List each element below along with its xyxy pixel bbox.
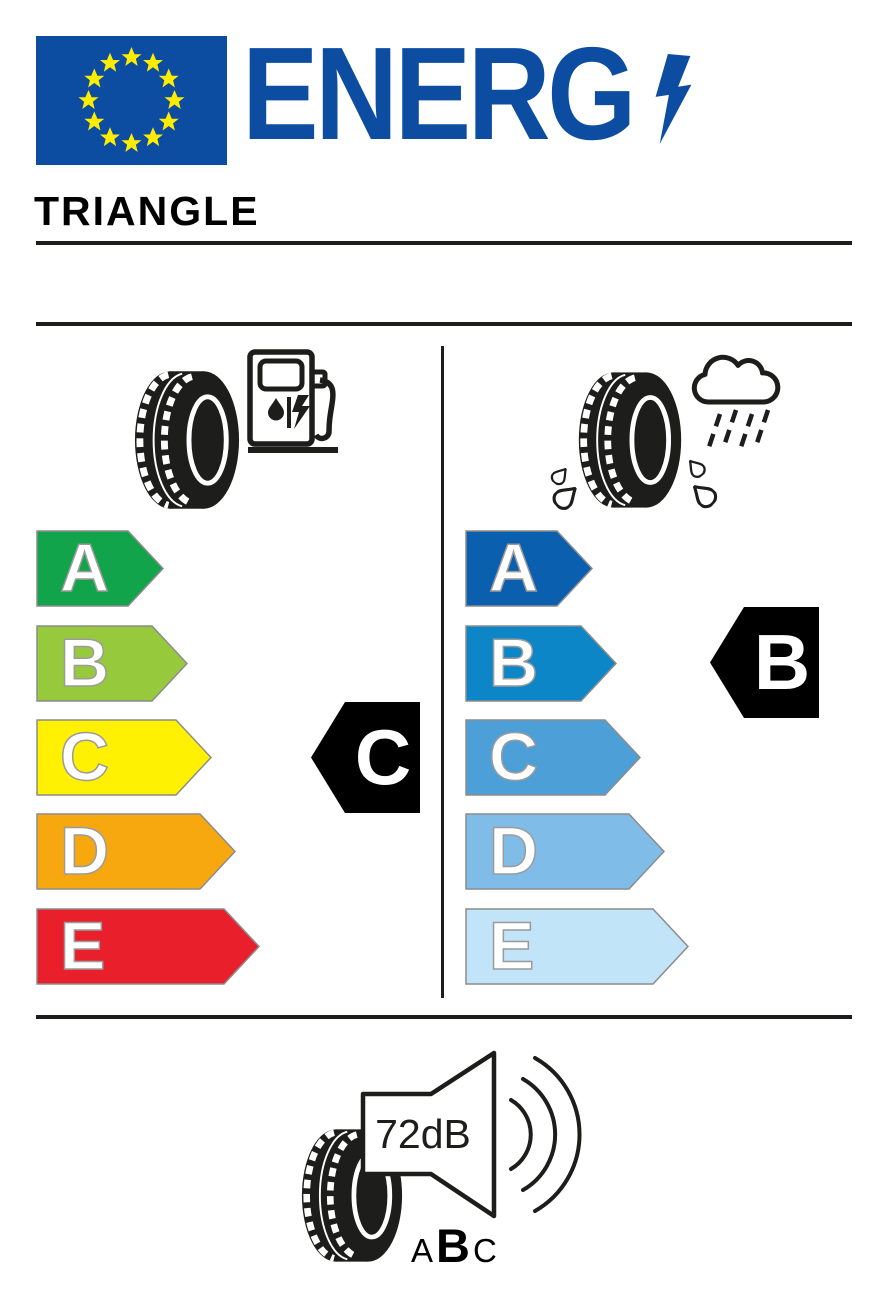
fuel-grade-row-c [36, 719, 262, 796]
eu-flag [36, 36, 227, 165]
fuel-selected-grade-value: C [354, 713, 412, 801]
column-divider-line [441, 346, 444, 998]
divider-line-lower [36, 1015, 852, 1019]
fuel-grade-row-d [36, 813, 262, 890]
wet-selected-grade-marker [710, 606, 820, 719]
wet-grade-row-d [465, 813, 691, 890]
wet-grade-letter: A [489, 530, 539, 606]
fuel-pump-icon [246, 348, 340, 456]
fuel-grade-row-e [36, 908, 262, 985]
divider-line-upper [36, 322, 852, 326]
fuel-grade-letter: B [60, 625, 110, 701]
wet-grade-letter: B [489, 625, 539, 701]
sound-waves-icon [511, 1058, 580, 1211]
wet-grade-row-e [465, 908, 691, 985]
noise-class-b-selected: B [436, 1219, 470, 1272]
fuel-tire-icon [133, 367, 241, 513]
wet-grade-row-c [465, 719, 691, 796]
noise-class-a: A [411, 1232, 434, 1269]
wet-grade-letter: C [489, 719, 539, 795]
rain-cloud-icon [684, 346, 784, 468]
fuel-grade-row-a [36, 530, 262, 607]
wet-selected-grade-value: B [753, 618, 811, 706]
fuel-grade-row-b [36, 625, 262, 702]
wet-grade-row-b [465, 625, 691, 702]
divider-line-top [36, 241, 852, 245]
wet-grade-letter: D [489, 813, 539, 889]
rain-streaks [708, 410, 768, 450]
noise-db-value: 72dB [375, 1111, 471, 1157]
wet-grade-letter: E [489, 908, 535, 984]
wet-grade-row-a [465, 530, 691, 607]
fuel-grade-letter: E [60, 908, 106, 984]
fuel-selected-grade-marker [311, 701, 421, 814]
fuel-grade-letter: D [60, 813, 110, 889]
fuel-grade-letter: A [60, 530, 110, 606]
noise-class-c: C [472, 1232, 497, 1269]
energ-logo-text: ENERG [242, 20, 633, 167]
lightning-bolt-icon [653, 54, 693, 146]
fuel-grade-letter: C [60, 719, 110, 795]
brand-name: TRIANGLE [34, 188, 260, 234]
noise-class-scale [411, 1218, 497, 1273]
